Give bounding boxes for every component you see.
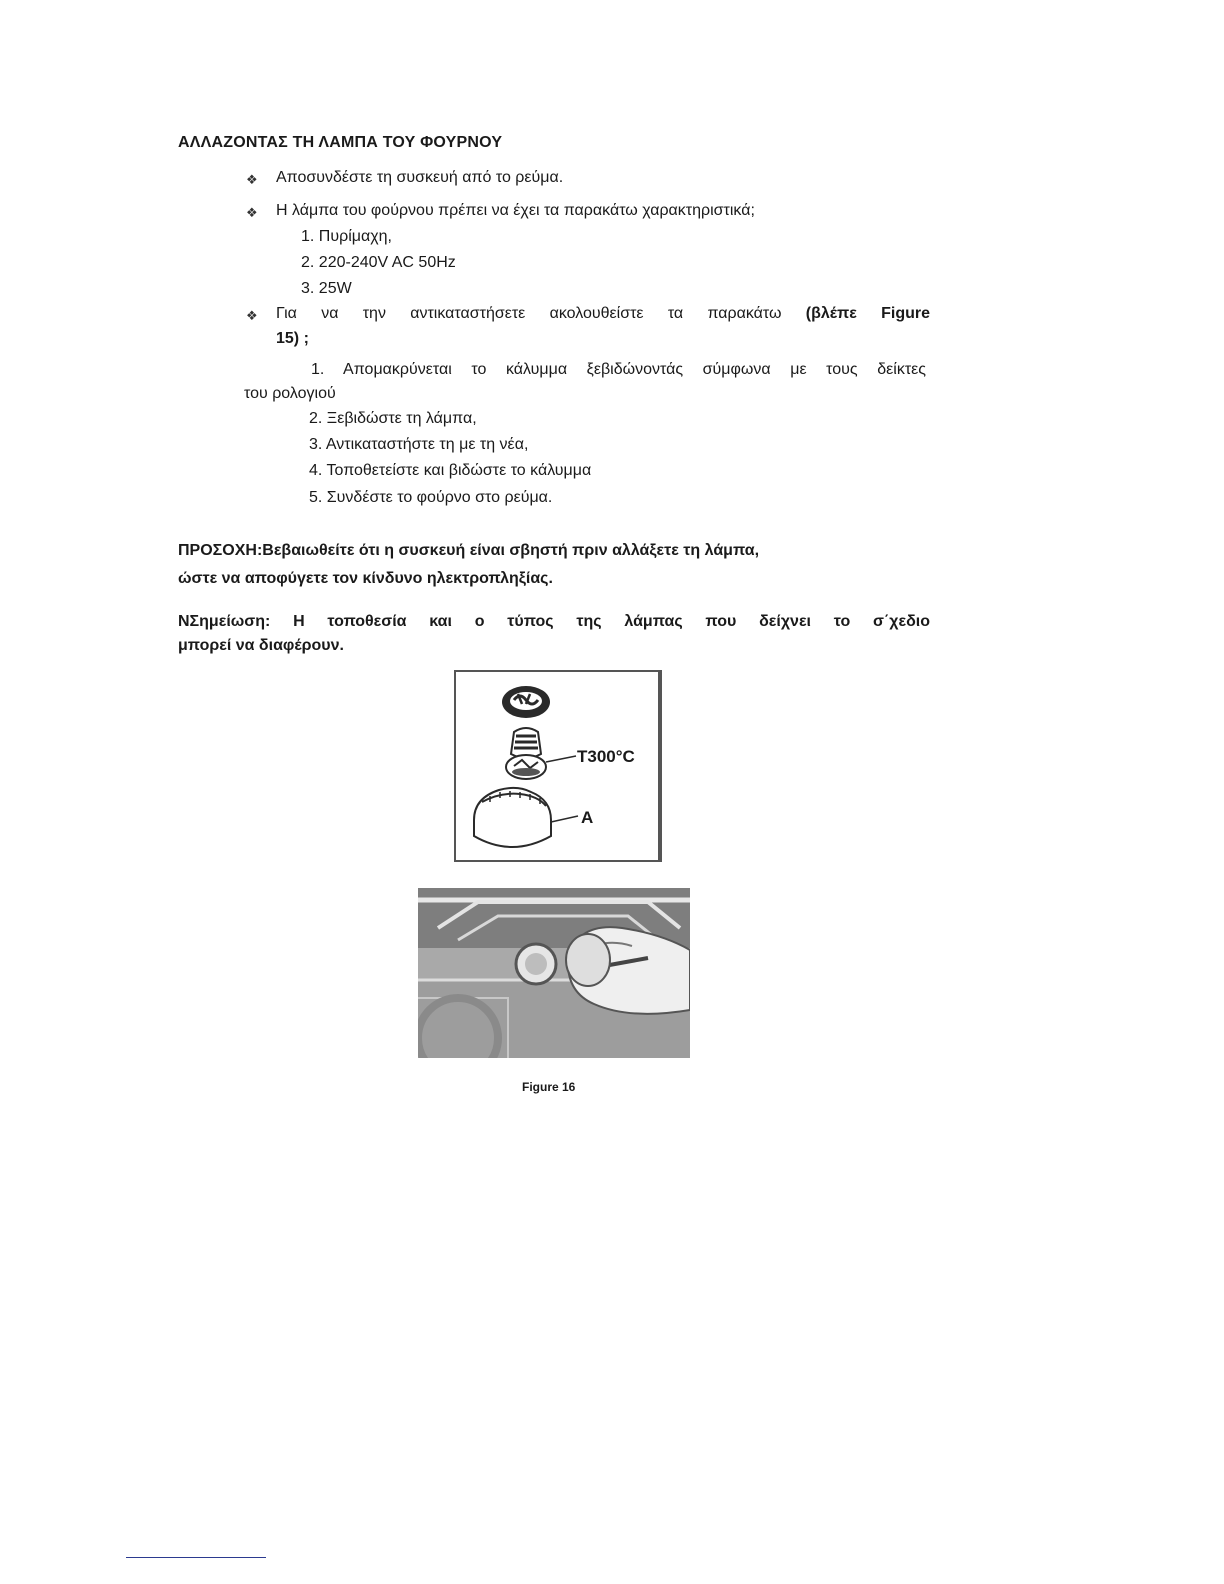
- step-5: 5. Συνδέστε το φούρνο στο ρεύμα.: [309, 489, 553, 506]
- bullet-text-disconnect: Αποσυνδέστε τη συσκευή από το ρεύμα.: [276, 169, 564, 186]
- step-3: 3. Αντικαταστήστε τη με τη νέα,: [309, 436, 529, 453]
- step-2: 2. Ξεβιδώστε τη λάμπα,: [309, 410, 477, 427]
- lamp-cover-icon: [474, 788, 551, 847]
- note-line-2: μπορεί να διαφέρουν.: [178, 637, 344, 654]
- step-4: 4. Τοποθετείστε και βιδώστε το κάλυμμα: [309, 462, 592, 479]
- footnote-divider: [126, 1557, 266, 1558]
- spec-item-2: 2. 220-240V AC 50Hz: [301, 254, 456, 271]
- diamond-bullet-icon: ❖: [246, 205, 258, 220]
- bullet-text-replace: Για να την αντικαταστήσετε ακολουθείστε τα παρακάτω (βλέπε Figure: [276, 305, 931, 322]
- note-line-1: ΝΣημείωση: Η τοποθεσία και ο τύπος της λάμπας που δείχνει το σ΄χεδιο: [178, 613, 930, 630]
- lamp-bulb-icon: [506, 728, 546, 779]
- lamp-socket-icon: [502, 686, 550, 718]
- spec-item-3: 3. 25W: [301, 280, 352, 297]
- lamp-diagram-drawing: [456, 672, 658, 860]
- step-1-line-1: 1. Απομακρύνεται το κάλυμμα ξεβιδώνοντάς σύμφωνα με τους δείκτες: [311, 361, 926, 378]
- warning-label: ΠΡΟΣΟΧΗ:: [178, 542, 263, 559]
- figure-caption: Figure 16: [522, 1080, 576, 1094]
- oven-lamp-photo-drawing: [418, 888, 690, 1058]
- step-1-line-2: του ρολογιού: [244, 385, 336, 402]
- diamond-bullet-icon: ❖: [246, 172, 258, 187]
- page-heading: ΑΛΛΑΖΟΝΤΑΣ ΤΗ ΛΑΜΠΑ ΤΟΥ ΦΟΥΡΝΟΥ: [178, 134, 503, 151]
- bullet-text-replace-ref: 15) ;: [276, 330, 309, 347]
- oven-lamp-photo: [418, 888, 690, 1058]
- warning-line-2: ώστε να αποφύγετε τον κίνδυνο ηλεκτροπληξίας.: [178, 570, 553, 587]
- spec-item-1: 1. Πυρίμαχη,: [301, 228, 392, 245]
- lamp-diagram: [454, 670, 662, 862]
- diamond-bullet-icon: ❖: [246, 308, 258, 323]
- warning-line-1: ΠΡΟΣΟΧΗ:Βεβαιωθείτε ότι η συσκευή είναι σβηστή πριν αλλάξετε τη λάμπα,: [178, 542, 760, 559]
- bullet-text-specs: Η λάμπα του φούρνου πρέπει να έχει τα παρακάτω χαρακτηριστικά;: [276, 202, 755, 219]
- label-bulb-temperature: T300°C: [577, 747, 635, 766]
- label-cover: A: [581, 808, 594, 827]
